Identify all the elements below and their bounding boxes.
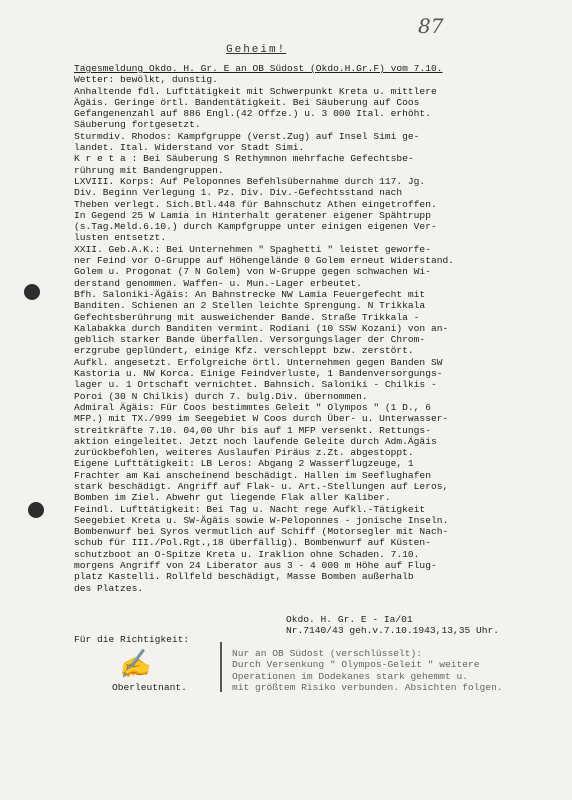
- report-line: lager u. 1 Ortschaft vernichtet. Bahnsich. Saloniki - Chilkis -: [74, 379, 437, 391]
- report-line: Div. Beginn Verlegung 1. Pz. Div. Div.-Gefechtsstand nach: [74, 187, 403, 199]
- report-line: In Gegend 25 W Lamia in Hinterhalt geratener eigener Spähtrupp: [74, 209, 431, 221]
- report-line: Sturmdiv. Rhodos: Kampfgruppe (verst.Zug) auf Insel Simi ge-: [74, 130, 420, 142]
- report-line: Gefechtsberührung mit ausweichender Bande. Straße Trikkala -: [74, 311, 420, 323]
- report-line: Anhaltende fdl. Lufttätigkeit mit Schwerpunkt Kreta u. mittlere: [74, 85, 437, 97]
- report-line: aktion eingeleitet. Jetzt noch laufende Geleite durch Adm.Ägäis: [74, 435, 437, 447]
- reference-line-1: Okdo. H. Gr. E - Ia/01: [286, 614, 413, 625]
- report-line: ner Feind vor O-Gruppe auf Höhengelände 0 Golem erneut Widerstand.: [74, 255, 454, 267]
- report-line: Feindl. Lufttätigkeit: Bei Tag u. Nacht rege Aufkl.-Tätigkeit: [74, 503, 426, 515]
- report-line: streitkräfte 7.10. 04,00 Uhr bis auf 1 MFP versenkt. Rettungs-: [74, 424, 431, 436]
- report-line: Admiral Ägäis: Für Coos bestimmtes Geleit " Olympos " (1 D., 6: [74, 401, 431, 413]
- report-line: Bfh. Saloniki-Ägäis: An Bahnstrecke NW Lamia Feuergefecht mit: [74, 288, 426, 300]
- reference-block: [286, 614, 499, 637]
- report-line: schub für III./Pol.Rgt.,18 überfällig). Bombenwurf auf Küsten-: [74, 537, 431, 549]
- report-line: Aufkl. angesetzt. Erfolgreiche örtl. Unternehmen gegen Banden SW: [74, 356, 443, 368]
- report-line: Tagesmeldung Okdo. H. Gr. E an OB Südost (Okdo.H.Gr.F) vom 7.10.: [74, 63, 443, 74]
- report-line: Golem u. Progonat (7 N Golem) von W-Gruppe gegen schwachen Wi-: [74, 266, 431, 278]
- report-line: stark beschädigt. Angriff auf Flak- u. Art.-Stellungen auf Leros,: [74, 480, 449, 492]
- handwritten-signature: ✍: [116, 647, 153, 683]
- reference-line-2: Nr.7140/43 geh.v.7.10.1943,13,35 Uhr.: [286, 625, 500, 637]
- stamp-line: mit größtem Risiko verbunden. Absichten folgen.: [232, 681, 503, 693]
- stamp-bracket: [220, 642, 228, 692]
- page-number: 87: [418, 14, 444, 38]
- report-line: derstand genommen. Waffen- u. Mun.-Lager erbeutet.: [74, 277, 362, 289]
- stamp-note: [232, 648, 503, 693]
- report-line: Banditen. Schienen an 2 Stellen leichte Sprengung. N Trikkala: [74, 300, 426, 312]
- report-line: Bomben im Ziel. Abwehr gut liegende Flak aller Kaliber.: [74, 492, 391, 504]
- stamp-line: Durch Versenkung " Olympos-Geleit " weitere: [232, 659, 480, 671]
- report-line: Ägäis. Geringe örtl. Bandentätigkeit. Bei Säuberung auf Coos: [74, 96, 420, 108]
- report-line: K r e t a : Bei Säuberung S Rethymnon mehrfache Gefechtsbe-: [74, 153, 414, 165]
- report-line: LXVIII. Korps: Auf Peloponnes Befehlsübernahme durch 117. Jg.: [74, 175, 426, 187]
- report-line: platz Kastelli. Rollfeld beschädigt, Masse Bomben außerhalb: [74, 571, 414, 583]
- report-line: erzgrube geplündert, einige Kfz. verschleppt bzw. zerstört.: [74, 345, 414, 357]
- stamp-line: Operationen im Dodekanes stark gehemmt u.: [232, 670, 469, 682]
- report-line: Gefangenenzahl auf 886 Engl.(42 Offze.) u. 3 000 Ital. erhöht.: [74, 108, 431, 120]
- report-line: lusten entsetzt.: [74, 232, 167, 244]
- report-line: des Platzes.: [74, 582, 144, 594]
- report-line: landet. Ital. Widerstand vor Stadt Simi.: [74, 142, 305, 154]
- punch-hole-top: [24, 284, 40, 300]
- report-line: Säuberung fortgesetzt.: [74, 119, 201, 131]
- report-line: Kastoria u. NW Korca. Einige Feindverluste, 1 Bandenversorgungs-: [74, 368, 443, 380]
- report-line: Kalabakka durch Banditen vermint. Rodiani (10 SSW Kozani) von an-: [74, 322, 449, 334]
- stamp-line: Nur an OB Südost (verschlüsselt):: [232, 648, 422, 659]
- classification-heading: Geheim!: [226, 44, 287, 56]
- certification-label: Für die Richtigkeit:: [74, 634, 190, 645]
- report-line: Theben verlegt. Sich.Btl.448 für Bahnschutz Athen eingetroffen.: [74, 198, 437, 210]
- report-body: [74, 63, 554, 594]
- report-line: schutzboot an O-Spitze Kreta u. Iraklion ohne Schaden. 7.10.: [74, 548, 420, 560]
- report-line: Seegebiet Kreta u. SW-Ägäis sowie W-Peloponnes - jonische Inseln.: [74, 514, 449, 526]
- report-line: (s.Tag.Meld.6.10.) durch Kampfgruppe unter einigen eigenen Ver-: [74, 221, 437, 233]
- report-line: morgens Angriff von 24 Liberator aus 3 - 4 000 m Höhe auf Flug-: [74, 560, 437, 572]
- report-line: Poroi (30 N Chilkis) durch 7. bulg.Div. übernommen.: [74, 390, 368, 402]
- punch-hole-bottom: [28, 502, 44, 518]
- report-line: Wetter: bewölkt, dunstig.: [74, 74, 218, 86]
- report-line: Bombenwurf bei Syros vermutlich auf Schiff (Motorsegler mit Nach-: [74, 526, 449, 538]
- report-line: rührung mit Bandengruppen.: [74, 164, 224, 176]
- report-line: geblich starker Bande überfallen. Versorgungslager der Chrom-: [74, 334, 426, 346]
- signer-rank: Oberleutnant.: [112, 682, 187, 693]
- report-line: zurückbefohlen, weiteres Auslaufen Piräus z.Zt. abgestoppt.: [74, 447, 414, 459]
- report-line: Eigene Lufttätigkeit: LB Leros: Abgang 2 Wasserflugzeuge, 1: [74, 458, 414, 470]
- report-line: Frachter am Kai anscheinend beschädigt. Hallen im Seeflughafen: [74, 469, 431, 481]
- report-line: XXII. Geb.A.K.: Bei Unternehmen " Spaghetti " leistet geworfe-: [74, 243, 431, 255]
- report-line: MFP.) mit TX./999 im Seegebiet W Coos durch Über- u. Unterwasser-: [74, 413, 449, 425]
